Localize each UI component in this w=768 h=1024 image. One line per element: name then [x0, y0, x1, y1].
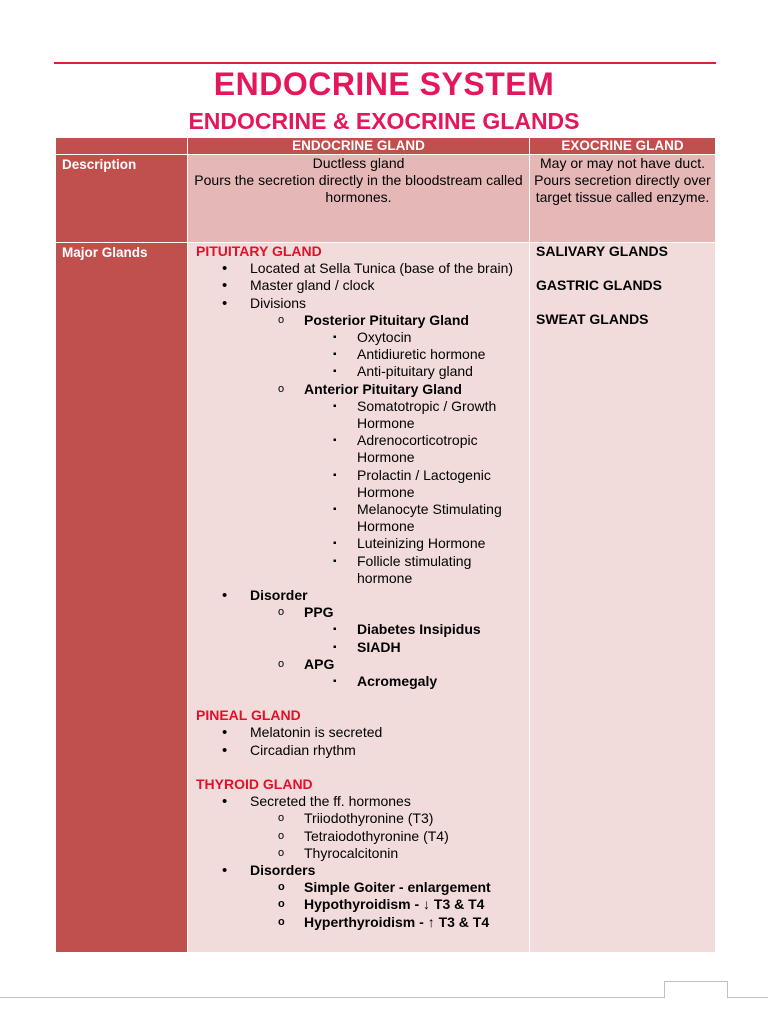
list-item [196, 312, 525, 381]
pineal-list [196, 724, 525, 758]
exocrine-desc-line: May or may not have duct. [540, 155, 705, 171]
list-item: ▪ Luteinizing Hormone [196, 535, 525, 552]
ppg-label: PPG [304, 604, 334, 621]
major-glands-label: Major Glands [56, 243, 188, 953]
anterior-hormones [304, 398, 525, 587]
list-item: • Circadian rhythm [196, 742, 525, 759]
pituitary-list [196, 260, 525, 690]
list-item: o Hyperthyroidism - ↑ T3 & T4 [196, 914, 525, 931]
list-item [196, 656, 525, 690]
list-item: • Master gland / clock [196, 277, 525, 294]
header-exocrine: EXOCRINE GLAND [530, 138, 716, 155]
header-rule [54, 62, 716, 64]
list-item [196, 862, 525, 931]
list-item: o Thyrocalcitonin [196, 845, 525, 862]
posterior-heading: Posterior Pituitary Gland [304, 311, 469, 328]
apg-label: APG [304, 655, 335, 672]
divisions-list [250, 312, 525, 587]
exocrine-desc-line: Pours secretion directly over target tissue called enzyme. [534, 172, 711, 206]
list-item: ▪ Prolactin / Lactogenic Hormone [196, 467, 525, 501]
thyroid-heading: THYROID GLAND [196, 775, 313, 792]
list-item: ▪ Anti-pituitary gland [196, 363, 525, 380]
ppg-disorders [304, 621, 525, 655]
page-title: ENDOCRINE SYSTEM [213, 66, 555, 102]
exocrine-gland-item: SALIVARY GLANDS [536, 243, 668, 259]
endocrine-description [188, 155, 530, 243]
apg-disorders [304, 673, 525, 690]
list-item [196, 604, 525, 656]
list-item: ▪ Adrenocorticotropic Hormone [196, 432, 525, 466]
header-empty-cell [56, 138, 188, 155]
list-item [196, 295, 525, 587]
disorder-label: Disorder [250, 587, 308, 604]
endocrine-desc-line: Ductless gland [312, 155, 405, 171]
pituitary-heading: PITUITARY GLAND [196, 243, 322, 259]
list-item: ▪ Oxytocin [196, 329, 525, 346]
list-item: o Hypothyroidism - ↓ T3 & T4 [196, 896, 525, 913]
divisions-label: Divisions [250, 294, 307, 311]
posterior-hormones [304, 329, 525, 381]
description-row [56, 155, 716, 243]
page-number-box [664, 981, 728, 998]
header-endocrine: ENDOCRINE GLAND [188, 138, 530, 155]
list-item: o Tetraiodothyronine (T4) [196, 828, 525, 845]
exocrine-glands-cell [530, 243, 716, 953]
list-item: ▪ Follicle stimulating hormone [196, 553, 525, 587]
exocrine-gland-item: SWEAT GLANDS [536, 311, 649, 328]
exocrine-description [530, 155, 716, 243]
exocrine-gland-item: GASTRIC GLANDS [536, 277, 662, 294]
description-label: Description [56, 155, 188, 243]
list-item: o Simple Goiter - enlargement [196, 879, 525, 896]
footer-rule [0, 997, 768, 998]
list-item: ▪ Melanocyte Stimulating Hormone [196, 501, 525, 535]
list-item: ▪ Antidiuretic hormone [196, 346, 525, 363]
spacer [196, 759, 525, 776]
spacer [196, 690, 525, 707]
disorders-label: Disorders [250, 861, 316, 878]
list-item [196, 587, 525, 690]
list-item [196, 793, 525, 862]
endocrine-glands-cell [188, 243, 530, 953]
list-item: ▪ Somatotropic / Growth Hormone [196, 398, 525, 432]
secreted-label: Secreted the ff. hormones [250, 793, 411, 810]
list-item: o Triiodothyronine (T3) [196, 810, 525, 827]
list-item: • Melatonin is secreted [196, 724, 525, 741]
list-item: ▪ Acromegaly [196, 673, 525, 690]
pineal-heading: PINEAL GLAND [196, 707, 301, 724]
thyroid-hormones [250, 810, 525, 862]
thyroid-list [196, 793, 525, 931]
endocrine-desc-line: Pours the secretion directly in the bloodstream called hormones. [194, 172, 523, 206]
major-glands-row [56, 243, 716, 953]
anterior-heading: Anterior Pituitary Gland [304, 380, 462, 397]
page-subtitle: ENDOCRINE & EXOCRINE GLANDS [188, 108, 580, 134]
list-item: ▪ SIADH [196, 639, 525, 656]
table-header-row [56, 138, 716, 155]
disorder-list [250, 604, 525, 690]
glands-table [55, 137, 716, 953]
list-item: ▪ Diabetes Insipidus [196, 621, 525, 638]
list-item: • Located at Sella Tunica (base of the brain) [196, 260, 525, 277]
list-item [196, 381, 525, 587]
thyroid-disorders [250, 879, 525, 931]
